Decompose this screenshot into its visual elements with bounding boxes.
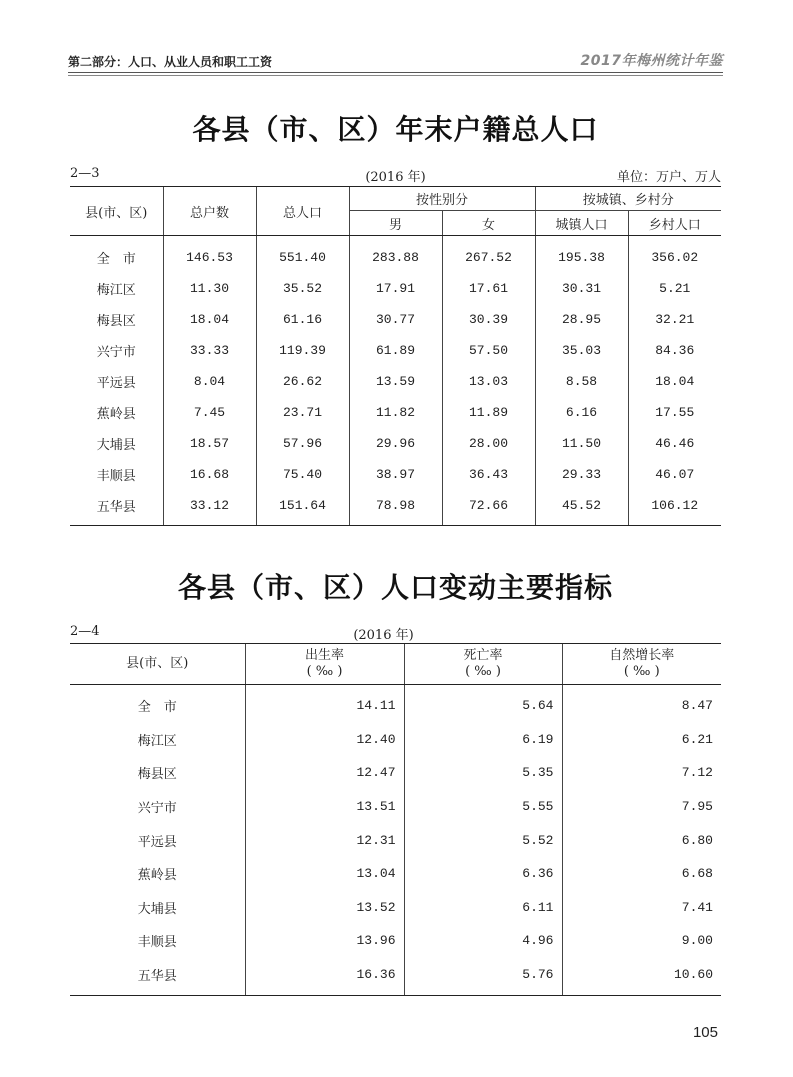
birth-rate-value: 12.31 — [245, 823, 404, 857]
male-value: 61.89 — [349, 335, 442, 366]
table-row — [70, 236, 721, 274]
table-row — [70, 958, 721, 996]
table1-unit: 单位：万户、万人 — [616, 170, 721, 185]
col-growth-rate — [562, 644, 721, 685]
table-row — [70, 428, 721, 459]
col-population: 总人口 — [256, 187, 349, 236]
urban-value: 45.52 — [535, 490, 628, 526]
death-rate-unit: ( ‰ ) — [465, 664, 501, 679]
male-value: 283.88 — [349, 236, 442, 274]
population-value: 151.64 — [256, 490, 349, 526]
table1-meta — [70, 166, 721, 184]
table1-year: (2016 年) — [365, 170, 426, 185]
urban-value: 6.16 — [535, 397, 628, 428]
col-households: 总户数 — [163, 187, 256, 236]
birth-rate-value: 13.96 — [245, 924, 404, 958]
households-value: 146.53 — [163, 236, 256, 274]
male-value: 29.96 — [349, 428, 442, 459]
birth-rate-value: 12.47 — [245, 756, 404, 790]
table-row — [70, 273, 721, 304]
urban-value: 8.58 — [535, 366, 628, 397]
male-value: 13.59 — [349, 366, 442, 397]
county-name: 全 市 — [137, 700, 177, 716]
county-name: 梅江区 — [96, 283, 136, 298]
col-urban: 城镇人口 — [535, 211, 628, 236]
col-by-urban-rural: 按城镇、乡村分 — [535, 187, 721, 211]
growth-rate-value: 7.95 — [562, 790, 721, 824]
death-rate-value: 5.35 — [404, 756, 562, 790]
female-value: 36.43 — [442, 459, 535, 490]
yearbook-title: 2017年梅州统计年鉴 — [580, 53, 723, 69]
table-row — [70, 891, 721, 925]
county-name: 梅县区 — [96, 314, 136, 329]
table-row — [70, 397, 721, 428]
table1-title: 各县（市、区）年末户籍总人口 — [192, 113, 599, 146]
male-value: 11.82 — [349, 397, 442, 428]
growth-rate-value: 7.41 — [562, 891, 721, 925]
population-value: 57.96 — [256, 428, 349, 459]
county-name: 兴宁市 — [96, 345, 136, 360]
birth-rate-value: 13.04 — [245, 857, 404, 891]
population-value: 26.62 — [256, 366, 349, 397]
county-name: 蕉岭县 — [137, 868, 177, 884]
population-value: 61.16 — [256, 304, 349, 335]
birth-rate-value: 13.51 — [245, 790, 404, 824]
death-rate-value: 5.55 — [404, 790, 562, 824]
table-row — [70, 756, 721, 790]
male-value: 78.98 — [349, 490, 442, 526]
col-male: 男 — [349, 211, 442, 236]
population-value: 23.71 — [256, 397, 349, 428]
table-row — [70, 366, 721, 397]
population-change-table — [70, 643, 721, 996]
death-rate-value: 5.76 — [404, 958, 562, 996]
birth-rate-label: 出生率 — [304, 648, 344, 663]
county-name: 兴宁市 — [137, 801, 177, 817]
col-county: 县(市、区) — [70, 644, 245, 685]
rural-value: 106.12 — [628, 490, 721, 526]
col-rural: 乡村人口 — [628, 211, 721, 236]
growth-rate-value: 9.00 — [562, 924, 721, 958]
death-rate-value: 6.19 — [404, 723, 562, 757]
table-row — [70, 304, 721, 335]
header-rule — [68, 72, 723, 73]
col-death-rate — [404, 644, 562, 685]
households-value: 7.45 — [163, 397, 256, 428]
table-row — [70, 490, 721, 526]
population-value: 119.39 — [256, 335, 349, 366]
population-value: 75.40 — [256, 459, 349, 490]
birth-rate-unit: ( ‰ ) — [306, 664, 343, 679]
death-rate-value: 5.64 — [404, 685, 562, 723]
county-name: 梅江区 — [137, 733, 177, 749]
households-value: 33.33 — [163, 335, 256, 366]
table-row — [70, 857, 721, 891]
urban-value: 35.03 — [535, 335, 628, 366]
population-value: 551.40 — [256, 236, 349, 274]
growth-rate-value: 8.47 — [562, 685, 721, 723]
households-value: 16.68 — [163, 459, 256, 490]
growth-rate-unit: ( ‰ ) — [623, 664, 660, 679]
female-value: 30.39 — [442, 304, 535, 335]
running-header — [68, 50, 723, 72]
county-name: 大埔县 — [137, 901, 177, 917]
table2-title: 各县（市、区）人口变动主要指标 — [177, 571, 613, 604]
page-number: 105 — [692, 1024, 718, 1041]
households-value: 33.12 — [163, 490, 256, 526]
county-name: 平远县 — [96, 376, 136, 391]
table1-number: 2—3 — [70, 166, 100, 181]
table2-meta — [70, 624, 721, 642]
growth-rate-value: 7.12 — [562, 756, 721, 790]
rural-value: 46.46 — [628, 428, 721, 459]
table-row — [70, 459, 721, 490]
female-value: 13.03 — [442, 366, 535, 397]
table2-number: 2—4 — [70, 624, 100, 639]
table2-year: (2016 年) — [353, 628, 414, 643]
county-name: 全 市 — [96, 252, 136, 267]
section-label: 第二部分：人口、从业人员和职工工资 — [68, 55, 273, 69]
female-value: 11.89 — [442, 397, 535, 428]
rural-value: 84.36 — [628, 335, 721, 366]
table-row — [70, 823, 721, 857]
rural-value: 356.02 — [628, 236, 721, 274]
households-value: 8.04 — [163, 366, 256, 397]
death-rate-value: 5.52 — [404, 823, 562, 857]
table-row — [70, 790, 721, 824]
urban-value: 195.38 — [535, 236, 628, 274]
rural-value: 18.04 — [628, 366, 721, 397]
urban-value: 30.31 — [535, 273, 628, 304]
col-by-sex: 按性别分 — [349, 187, 535, 211]
growth-rate-value: 6.21 — [562, 723, 721, 757]
county-name: 五华县 — [70, 490, 163, 526]
rural-value: 32.21 — [628, 304, 721, 335]
birth-rate-value: 13.52 — [245, 891, 404, 925]
death-rate-value: 6.36 — [404, 857, 562, 891]
county-name: 丰顺县 — [137, 935, 177, 951]
rural-value: 46.07 — [628, 459, 721, 490]
col-county: 县(市、区) — [70, 187, 163, 236]
growth-rate-value: 6.80 — [562, 823, 721, 857]
county-name: 蕉岭县 — [96, 407, 136, 422]
birth-rate-value: 16.36 — [245, 958, 404, 996]
table-row — [70, 723, 721, 757]
col-female: 女 — [442, 211, 535, 236]
birth-rate-value: 14.11 — [245, 685, 404, 723]
female-value: 72.66 — [442, 490, 535, 526]
female-value: 267.52 — [442, 236, 535, 274]
households-value: 18.04 — [163, 304, 256, 335]
death-rate-value: 6.11 — [404, 891, 562, 925]
households-value: 18.57 — [163, 428, 256, 459]
county-name: 五华县 — [70, 958, 245, 996]
county-name: 梅县区 — [137, 767, 177, 783]
growth-rate-label: 自然增长率 — [609, 648, 675, 663]
male-value: 17.91 — [349, 273, 442, 304]
table-row — [70, 335, 721, 366]
rural-value: 17.55 — [628, 397, 721, 428]
rural-value: 5.21 — [628, 273, 721, 304]
table-row — [70, 685, 721, 723]
birth-rate-value: 12.40 — [245, 723, 404, 757]
female-value: 17.61 — [442, 273, 535, 304]
urban-value: 11.50 — [535, 428, 628, 459]
table-row — [70, 924, 721, 958]
urban-value: 29.33 — [535, 459, 628, 490]
county-name: 平远县 — [137, 834, 177, 850]
col-birth-rate — [245, 644, 404, 685]
death-rate-value: 4.96 — [404, 924, 562, 958]
male-value: 30.77 — [349, 304, 442, 335]
death-rate-label: 死亡率 — [463, 648, 503, 663]
growth-rate-value: 6.68 — [562, 857, 721, 891]
county-name: 丰顺县 — [96, 469, 136, 484]
population-table — [70, 186, 721, 526]
urban-value: 28.95 — [535, 304, 628, 335]
female-value: 57.50 — [442, 335, 535, 366]
male-value: 38.97 — [349, 459, 442, 490]
population-value: 35.52 — [256, 273, 349, 304]
growth-rate-value: 10.60 — [562, 958, 721, 996]
female-value: 28.00 — [442, 428, 535, 459]
header-rule-thin — [68, 75, 723, 76]
county-name: 大埔县 — [96, 438, 136, 453]
households-value: 11.30 — [163, 273, 256, 304]
